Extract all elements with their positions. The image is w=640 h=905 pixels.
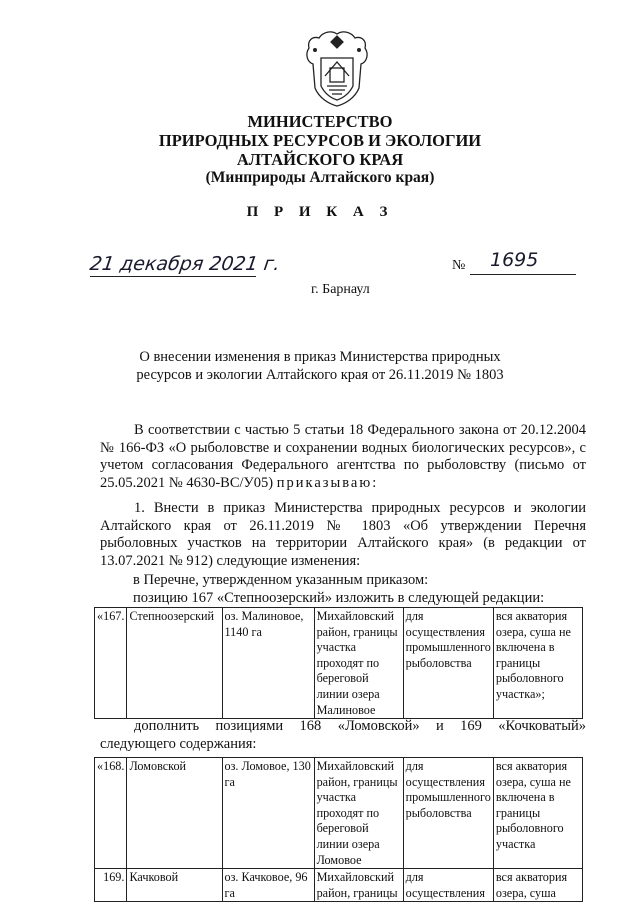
table-positions-168-169 (94, 757, 583, 902)
table-row (95, 608, 583, 719)
paragraph-position-167: позицию 167 «Степноозерский» изложить в следующей редакции: (133, 590, 545, 606)
paragraph-list-intro: в Перечне, утвержденном указанным приказом: (133, 572, 429, 588)
cell-area: вся акватория озера, суша не включена в границы рыболовного участка»; (493, 608, 582, 719)
cell-location: Михайловский район, границы (314, 869, 403, 902)
cell-area: вся акватория озера, суша не включена в границы рыболовного участка (493, 758, 582, 869)
cell-location: Михайловский район, границы участка проходят по береговой линии озера Ломовое (314, 758, 403, 869)
cell-purpose: для осуществления промышленного рыболовства (403, 608, 493, 719)
cell-lake: оз. Качковое, 96 га (222, 869, 314, 902)
coat-of-arms-emblem (301, 28, 373, 108)
city: г. Барнаул (311, 282, 370, 297)
handwritten-date: 21 декабря 2021 г. (88, 253, 282, 275)
ministry-name-line2: ПРИРОДНЫХ РЕСУРСОВ И ЭКОЛОГИИ (158, 131, 482, 150)
cell-number: 169. (95, 869, 127, 902)
cell-lake: оз. Малиновое, 1140 га (222, 608, 314, 719)
title-line1: О внесении изменения в приказ Министерства природных (139, 349, 501, 365)
cell-lake: оз. Ломовое, 130 га (222, 758, 314, 869)
ministry-name-line3: АЛТАЙСКОГО КРАЯ (236, 150, 404, 169)
order-word: приказываю: (276, 474, 379, 491)
cell-name: Качковой (127, 869, 222, 902)
number-underline (470, 274, 576, 275)
paragraph-item-1: 1. Внести в приказ Министерства природных ресурсов и экологии Алтайского края от 26.11.2019 № 1803 «Об утверждении Перечня рыболовных участков на территории Алтайского края» (в редакции от 13.07.2021 № 912) следующие изменения: (100, 500, 586, 569)
cell-number: «167. (95, 608, 127, 719)
paragraph-basis (100, 422, 586, 492)
ministry-name-line1: МИНИСТЕРСТВО (247, 112, 393, 131)
cell-area: вся акватория озера, суша (493, 869, 582, 902)
handwritten-number: 1695 (490, 249, 539, 271)
table-row (95, 869, 583, 902)
date-underline (90, 276, 256, 277)
cell-name: Ломовской (127, 758, 222, 869)
cell-purpose: для осуществления (403, 869, 493, 902)
paragraph-add-positions: дополнить позициями 168 «Ломовской» и 169 «Кочковатый» следующего содержания: (100, 718, 586, 752)
cell-number: «168. (95, 758, 127, 869)
basis-text: В соответствии с частью 5 статьи 18 Федерального закона от 20.12.2004 № 166-ФЗ «О рыболовстве и сохранении водных биологических ресурсов», с учетом согласования Федерального агентства по рыболовству (письмо от 25.05.2021 № 4630-ВС/У05) (100, 422, 586, 491)
document-type: П Р И К А З (246, 204, 394, 220)
cell-location: Михайловский район, границы участка проходят по береговой линии озера Малиновое (314, 608, 403, 719)
cell-purpose: для осуществления промышленного рыболовства (403, 758, 493, 869)
title-line2: ресурсов и экологии Алтайского края от 26.11.2019 № 1803 (136, 367, 504, 383)
cell-name: Степноозерский (127, 608, 222, 719)
ministry-short-name: (Минприроды Алтайского края) (205, 169, 435, 186)
number-label: № (452, 258, 466, 273)
document-title (0, 348, 640, 384)
table-row (95, 758, 583, 869)
table-position-167 (94, 607, 583, 719)
